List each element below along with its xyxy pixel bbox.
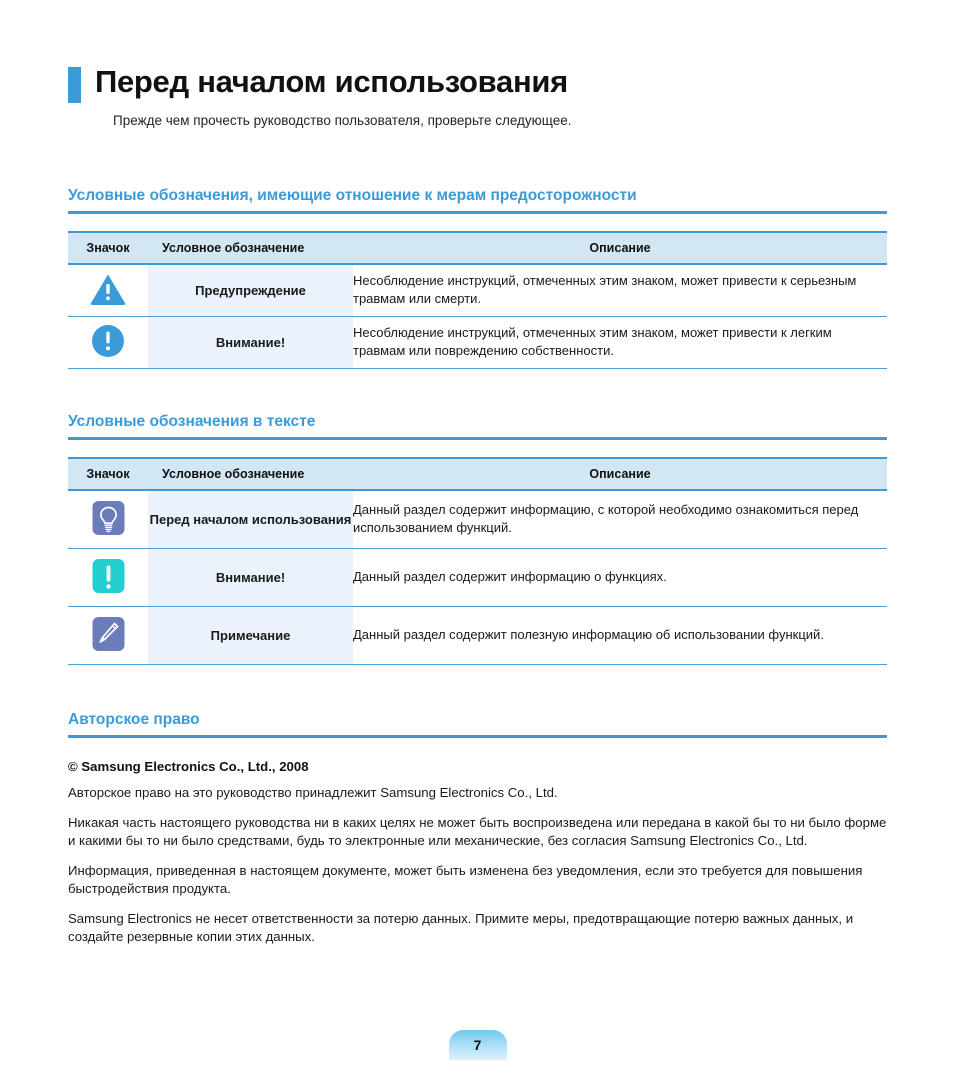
copyright-paragraph: Информация, приведенная в настоящем документе, может быть изменена без уведомления, если это требуется для повышения быстродействия продукта. bbox=[68, 862, 863, 896]
cell-description: Данный раздел содержит информацию, с которой необходимо ознакомиться перед использованием функций. bbox=[353, 490, 887, 548]
title-block bbox=[68, 64, 887, 129]
page-subtitle: Прежде чем прочесть руководство пользователя, проверьте следующее. bbox=[113, 113, 572, 128]
cell-label: Внимание! bbox=[148, 316, 353, 368]
table-row bbox=[68, 606, 887, 664]
section-text-conventions bbox=[68, 412, 887, 665]
section-rule-safety bbox=[68, 211, 887, 214]
safety-conventions-table bbox=[68, 231, 887, 369]
table-header-row bbox=[68, 232, 887, 264]
cell-description: Несоблюдение инструкций, отмеченных этим знаком, может привести к легким травмам или повреждению собственности. bbox=[353, 316, 887, 368]
section-rule-copyright bbox=[68, 735, 887, 738]
exclamation-icon bbox=[92, 557, 125, 595]
page-number-badge: 7 bbox=[449, 1030, 507, 1060]
cell-label: Перед началом использования bbox=[148, 490, 353, 548]
title-row bbox=[68, 64, 887, 103]
copyright-paragraph: Авторское право на это руководство принадлежит Samsung Electronics Co., Ltd. bbox=[68, 785, 558, 800]
cell-icon bbox=[68, 316, 148, 368]
cell-icon bbox=[68, 606, 148, 664]
cell-description: Данный раздел содержит полезную информацию об использовании функций. bbox=[353, 606, 887, 664]
cell-label: Предупреждение bbox=[148, 264, 353, 316]
caution-circle-icon bbox=[91, 324, 125, 358]
header-icon: Значок bbox=[68, 232, 148, 264]
header-icon: Значок bbox=[68, 458, 148, 490]
text-conventions-table bbox=[68, 457, 887, 665]
cell-label: Внимание! bbox=[148, 548, 353, 606]
section-copyright bbox=[68, 710, 887, 738]
table-row bbox=[68, 264, 887, 316]
page-title: Перед началом использования bbox=[95, 64, 568, 99]
header-label: Условное обозначение bbox=[148, 458, 353, 490]
copyright-paragraph: Samsung Electronics не несет ответственности за потерю данных. Примите меры, предотвращающие потерю важных данных, и создайте резервные копии этих данных. bbox=[68, 910, 854, 944]
table-row bbox=[68, 490, 887, 548]
header-description: Описание bbox=[353, 232, 887, 264]
header-description: Описание bbox=[353, 458, 887, 490]
copyright-paragraph: Никакая часть настоящего руководства ни в каких целях не может быть воспроизведена или передана в какой бы то ни было форме и какими бы то ни было средствами, будь то электронные или механические, без согласия Samsung Electronics Co., Ltd. bbox=[68, 814, 887, 848]
cell-icon bbox=[68, 490, 148, 548]
table-row bbox=[68, 548, 887, 606]
pencil-note-icon bbox=[92, 615, 125, 653]
cell-description: Данный раздел содержит информацию о функциях. bbox=[353, 548, 887, 606]
section-heading-text-conventions: Условные обозначения в тексте bbox=[68, 413, 316, 430]
warning-triangle-icon bbox=[89, 272, 127, 306]
header-label: Условное обозначение bbox=[148, 232, 353, 264]
section-safety-conventions bbox=[68, 186, 887, 369]
section-heading-safety: Условные обозначения, имеющие отношение к мерам предосторожности bbox=[68, 187, 637, 204]
table-header-row bbox=[68, 458, 887, 490]
table-row bbox=[68, 316, 887, 368]
copyright-body bbox=[68, 758, 887, 947]
cell-icon bbox=[68, 264, 148, 316]
title-accent-bar bbox=[68, 67, 81, 103]
lightbulb-icon bbox=[92, 499, 125, 537]
cell-label: Примечание bbox=[148, 606, 353, 664]
page-footer bbox=[0, 1030, 955, 1060]
section-rule-text-conventions bbox=[68, 437, 887, 440]
cell-icon bbox=[68, 548, 148, 606]
copyright-notice: © Samsung Electronics Co., Ltd., 2008 bbox=[68, 759, 309, 774]
section-heading-copyright: Авторское право bbox=[68, 711, 200, 728]
cell-description: Несоблюдение инструкций, отмеченных этим знаком, может привести к серьезным травмам или смерти. bbox=[353, 264, 887, 316]
